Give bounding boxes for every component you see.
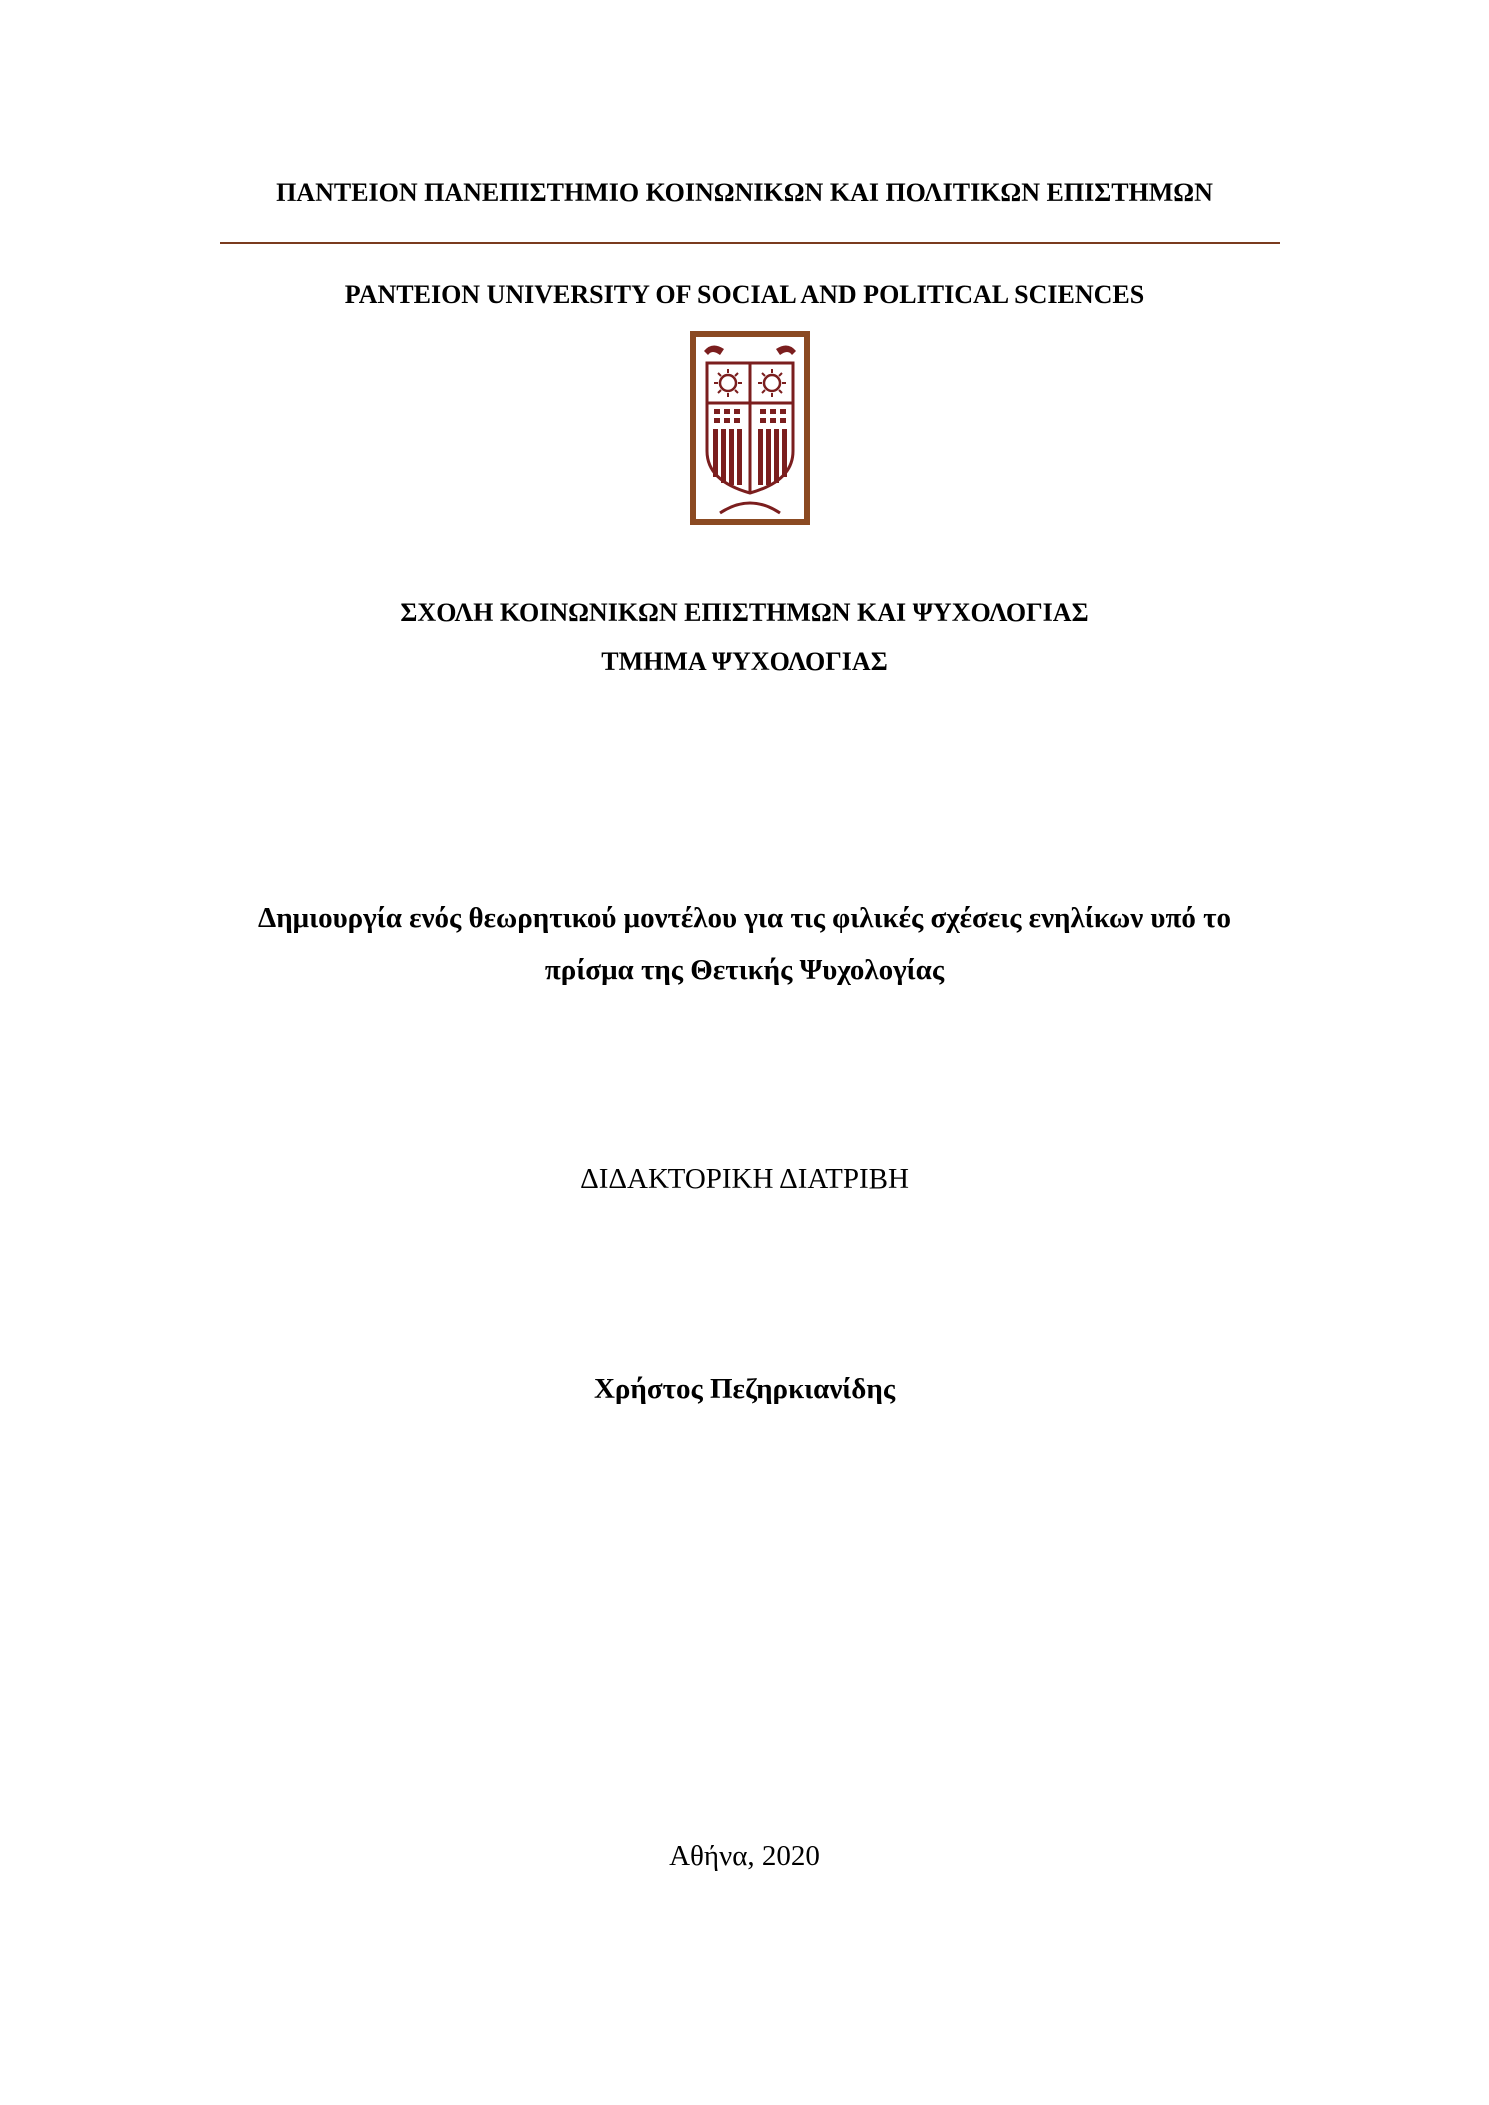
header-divider: [220, 242, 1280, 244]
university-name-english: PANTEION UNIVERSITY OF SOCIAL AND POLITICAL SCIENCES: [344, 280, 1145, 309]
thesis-title-line-1: Δημιουργία ενός θεωρητικού μοντέλου για τις φιλικές σχέσεις ενηλίκων υπό το: [258, 902, 1231, 934]
department-name: ΤΜΗΜΑ ΨΥΧΟΛΟΓΙΑΣ: [601, 647, 888, 676]
university-name-greek: ΠΑΝΤΕΙΟΝ ΠΑΝΕΠΙΣΤΗΜΙΟ ΚΟΙΝΩΝΙΚΩΝ ΚΑΙ ΠΟΛΙΤΙΚΩΝ ΕΠΙΣΤΗΜΩΝ: [276, 178, 1213, 207]
thesis-title-line-2: πρίσμα της Θετικής Ψυχολογίας: [544, 954, 945, 986]
school-name: ΣΧΟΛΗ ΚΟΙΝΩΝΙΚΩΝ ΕΠΙΣΤΗΜΩΝ ΚΑΙ ΨΥΧΟΛΟΓΙΑΣ: [400, 598, 1089, 627]
place-and-year: Αθήνα, 2020: [669, 1840, 820, 1872]
university-crest-icon: [690, 331, 810, 525]
author-name: Χρήστος Πεζηρκιανίδης: [593, 1373, 896, 1405]
document-type: ΔΙΔΑΚΤΟΡΙΚΗ ΔΙΑΤΡΙΒΗ: [580, 1163, 909, 1195]
